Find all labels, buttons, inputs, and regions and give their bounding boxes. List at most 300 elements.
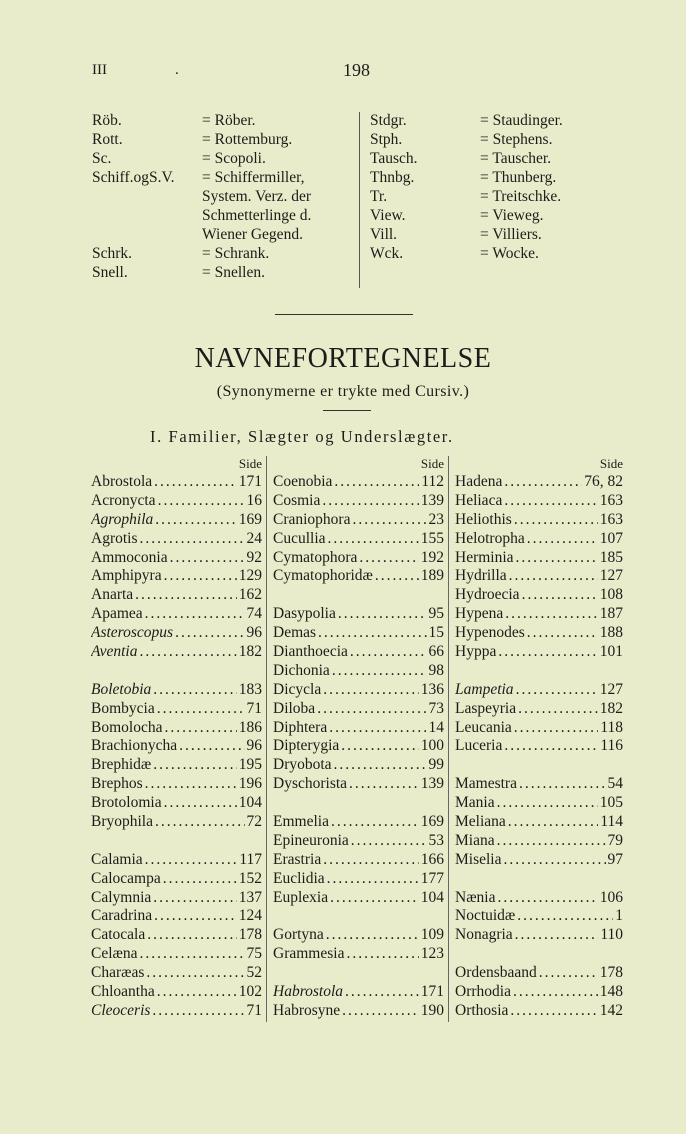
abbreviation: Rott. xyxy=(92,131,123,148)
entry-page: 166 xyxy=(420,850,444,868)
entry-name: Miselia xyxy=(455,850,502,868)
index-entry xyxy=(455,926,623,945)
leader-dots xyxy=(525,624,598,643)
leader-dots xyxy=(162,794,237,813)
entry-page: 96 xyxy=(246,624,262,642)
entry-page: 182 xyxy=(599,699,623,717)
entry-name: Craniophora xyxy=(273,510,351,528)
leader-dots xyxy=(325,870,419,889)
entry-page: 108 xyxy=(599,586,623,604)
leader-dots xyxy=(339,737,418,756)
entry-page: 76, 82 xyxy=(584,473,623,490)
leader-dots xyxy=(495,794,598,813)
entry-page: 107 xyxy=(599,529,623,547)
leader-dots xyxy=(455,662,621,681)
leader-dots xyxy=(321,681,419,700)
leader-dots xyxy=(151,681,236,700)
entry-name: Hyppa xyxy=(455,643,497,661)
index-column-2 xyxy=(273,455,444,1021)
entry-page: 75 xyxy=(246,945,262,963)
entry-name: Miana xyxy=(455,831,495,849)
entry-page: 23 xyxy=(428,510,444,528)
entry-page: 98 xyxy=(428,661,444,679)
index-entry xyxy=(91,926,262,945)
entry-name: Nonagria xyxy=(455,926,513,944)
index-entry xyxy=(273,737,444,756)
leader-dots xyxy=(143,775,237,794)
entry-page: 79 xyxy=(607,831,623,849)
entry-page: 185 xyxy=(599,548,623,566)
leader-dots xyxy=(336,605,427,624)
entry-name: Herminia xyxy=(455,548,514,566)
leader-dots xyxy=(153,511,236,530)
index-entry xyxy=(455,851,623,870)
entry-name: Erastria xyxy=(273,850,322,868)
abbreviation-meaning: = Tauscher. xyxy=(480,150,552,167)
leader-dots xyxy=(507,567,598,586)
abbreviation-row xyxy=(92,130,357,149)
abbreviation-row xyxy=(92,225,357,244)
index-entry xyxy=(455,870,623,889)
abbreviation-meaning: = Schrank. xyxy=(202,245,270,262)
entry-page: 169 xyxy=(420,813,444,831)
abbreviation-meaning: = Thunberg. xyxy=(480,169,557,186)
entry-name: Nænia xyxy=(455,888,496,906)
leader-dots xyxy=(520,586,598,605)
entry-name: Agrotis xyxy=(91,529,138,547)
entry-name: Heliothis xyxy=(455,510,512,528)
entry-page: 112 xyxy=(421,473,444,490)
entry-page: 142 xyxy=(599,1001,623,1019)
index-entry xyxy=(455,662,623,681)
index-entry xyxy=(273,605,444,624)
entry-page xyxy=(621,945,623,964)
leader-dots xyxy=(343,983,419,1002)
side-label: Side xyxy=(599,456,623,471)
entry-page: 109 xyxy=(420,926,444,944)
leader-dots xyxy=(332,473,419,492)
leader-dots xyxy=(357,549,418,568)
index-entry xyxy=(91,662,262,681)
side-label: Side xyxy=(238,456,262,471)
entry-page: 155 xyxy=(420,529,444,547)
abbreviation-row xyxy=(370,225,610,244)
entry-name: Bomolocha xyxy=(91,718,163,736)
leader-dots xyxy=(512,511,598,530)
index-entry xyxy=(273,851,444,870)
index-entry xyxy=(91,813,262,832)
index-entry xyxy=(273,964,444,983)
abbreviations-left xyxy=(92,111,357,282)
leader-dots xyxy=(91,832,260,851)
entry-name: Laspeyria xyxy=(455,699,517,717)
index-entry xyxy=(273,775,444,794)
index-entry xyxy=(273,870,444,889)
leader-dots xyxy=(495,832,606,851)
leader-dots xyxy=(512,719,599,738)
entry-name: Bryophila xyxy=(91,813,153,831)
index-entry xyxy=(455,681,623,700)
entry-name: Leucania xyxy=(455,718,512,736)
entry-page: 196 xyxy=(238,775,262,793)
entry-name: Brephidæ xyxy=(91,756,152,774)
entry-page: 73 xyxy=(428,699,444,717)
index-entry xyxy=(455,624,623,643)
leader-dots xyxy=(515,907,613,926)
abbreviation-row xyxy=(92,149,357,168)
entry-page: 15 xyxy=(428,624,444,642)
entry-page: 53 xyxy=(428,831,444,849)
leader-dots xyxy=(315,700,426,719)
entry-page: 100 xyxy=(420,737,444,755)
abbreviation-row xyxy=(370,244,610,263)
abbreviation xyxy=(92,206,202,225)
index-entry xyxy=(273,549,444,568)
abbreviation-meaning: = Schiffermiller, xyxy=(202,169,305,186)
entry-page: 189 xyxy=(420,567,444,585)
entry-name: Luceria xyxy=(455,737,503,755)
index-entry xyxy=(455,511,623,530)
entry-name: Diphtera xyxy=(273,718,328,736)
entry-name: Hypenodes xyxy=(455,624,525,642)
entry-name: Brotolomia xyxy=(91,794,162,812)
leader-dots xyxy=(344,945,418,964)
entry-page: 95 xyxy=(428,605,444,623)
leader-dots xyxy=(506,813,599,832)
index-entry xyxy=(91,1002,262,1021)
index-entry xyxy=(455,492,623,511)
leader-dots xyxy=(502,851,606,870)
leader-dots xyxy=(502,737,598,756)
leader-dots xyxy=(514,549,598,568)
index-entry xyxy=(273,492,444,511)
entry-name: Hydrilla xyxy=(455,567,507,585)
leader-dots xyxy=(133,586,237,605)
index-entry xyxy=(91,756,262,775)
leader-dots xyxy=(514,681,598,700)
entry-name: Brephos xyxy=(91,775,143,793)
leader-dots xyxy=(324,926,419,945)
index-entry xyxy=(91,567,262,586)
index-entry xyxy=(455,567,623,586)
index-entry xyxy=(455,775,623,794)
abbreviation: Stdgr. xyxy=(370,112,407,129)
entry-page: 66 xyxy=(428,643,444,661)
entry-page: 195 xyxy=(238,756,262,774)
entry-name: Calocampa xyxy=(91,869,161,887)
entry-page: 171 xyxy=(420,983,444,1001)
index-entry xyxy=(455,832,623,851)
abbreviation: Thnbg. xyxy=(370,169,415,186)
leader-dots xyxy=(143,851,238,870)
index-entry xyxy=(91,832,262,851)
entry-name: Mania xyxy=(455,794,495,812)
index-entry xyxy=(273,511,444,530)
entry-page xyxy=(621,756,623,775)
entry-name: Euplexia xyxy=(273,888,329,906)
entry-page: 178 xyxy=(599,964,623,982)
entry-page: 152 xyxy=(238,869,262,887)
entry-page: 1 xyxy=(615,907,623,925)
entry-name: Acronycta xyxy=(91,491,156,509)
entry-name: Dianthoecia xyxy=(273,643,348,661)
entry-page: 136 xyxy=(420,680,444,698)
leader-dots xyxy=(273,907,442,926)
abbreviations-right xyxy=(370,111,610,263)
entry-name: Charæas xyxy=(91,964,145,982)
leader-dots xyxy=(373,567,419,586)
abbreviation xyxy=(92,187,202,206)
entry-name: Helotropha xyxy=(455,529,525,547)
entry-name: Calamia xyxy=(91,850,143,868)
leader-dots xyxy=(495,889,597,908)
abbreviation-meaning: = Röber. xyxy=(202,112,256,129)
abbreviation-meaning: = Villiers. xyxy=(480,226,542,243)
index-entry xyxy=(91,586,262,605)
leader-dots xyxy=(517,775,606,794)
index-entry xyxy=(273,756,444,775)
leader-dots xyxy=(152,907,237,926)
abbreviation: Wck. xyxy=(370,245,404,262)
entry-page: 183 xyxy=(238,680,262,698)
side-label: Side xyxy=(420,456,444,471)
leader-dots xyxy=(349,832,427,851)
entry-name: Habrostola xyxy=(273,983,344,1001)
leader-dots xyxy=(155,983,237,1002)
index-entry xyxy=(273,945,444,964)
entry-page: 163 xyxy=(599,510,623,528)
leader-dots xyxy=(329,813,419,832)
leader-dots xyxy=(455,870,621,889)
abbreviation-row xyxy=(92,263,357,282)
leader-dots xyxy=(143,605,245,624)
entry-name: Aventia xyxy=(91,643,138,661)
title-rule xyxy=(323,410,371,411)
entry-page: 171 xyxy=(238,473,262,490)
entry-page xyxy=(442,794,444,813)
index-entry xyxy=(273,624,444,643)
index-entry xyxy=(273,719,444,738)
index-entry xyxy=(273,907,444,926)
index-entry xyxy=(91,945,262,964)
entry-name: Noctuidæ xyxy=(455,907,516,925)
index-entry xyxy=(455,983,623,1002)
index-entry xyxy=(455,549,623,568)
entry-page: 137 xyxy=(238,888,262,906)
entry-name: Gortyna xyxy=(273,926,324,944)
abbreviation-row xyxy=(370,168,610,187)
entry-name: Orthosia xyxy=(455,1001,509,1019)
abbreviation-meaning: Wiener Gegend. xyxy=(202,226,303,243)
leader-dots xyxy=(455,756,621,775)
index-entry xyxy=(455,643,623,662)
leader-dots xyxy=(173,624,244,643)
abbreviation-meaning: System. Verz. der xyxy=(202,188,312,205)
index-entry xyxy=(91,492,262,511)
leader-dots xyxy=(327,719,426,738)
entry-page: 187 xyxy=(599,605,623,623)
index-entry xyxy=(455,907,623,926)
index-entry xyxy=(91,511,262,530)
leader-dots xyxy=(537,964,598,983)
entry-page: 129 xyxy=(238,567,262,585)
leader-dots xyxy=(273,964,442,983)
leader-dots xyxy=(144,964,244,983)
index-entry xyxy=(91,624,262,643)
entry-page: 163 xyxy=(599,491,623,509)
abbreviation-meaning: Schmetterlinge d. xyxy=(202,207,312,224)
abbreviation-row xyxy=(370,130,610,149)
entry-page: 99 xyxy=(428,756,444,774)
index-entry xyxy=(91,473,262,492)
column-divider xyxy=(266,456,267,1022)
entry-page xyxy=(442,586,444,605)
entry-page: 188 xyxy=(599,624,623,642)
entry-page: 117 xyxy=(239,850,262,868)
abbreviation-row xyxy=(370,111,610,130)
index-entry xyxy=(273,926,444,945)
index-entry xyxy=(273,662,444,681)
entry-name: Orrhodia xyxy=(455,983,511,1001)
abbreviations-divider xyxy=(359,112,360,288)
index-entry xyxy=(273,643,444,662)
entry-name: Dicycla xyxy=(273,680,322,698)
leader-dots xyxy=(151,756,236,775)
index-title: NAVNEFORTEGNELSE xyxy=(194,343,492,374)
entry-page xyxy=(442,964,444,983)
entry-name: Habrosyne xyxy=(273,1001,341,1019)
entry-page: 92 xyxy=(246,548,262,566)
abbreviation-row xyxy=(92,244,357,263)
abbreviation-row xyxy=(92,206,357,225)
column-divider xyxy=(448,456,449,1022)
entry-page: 139 xyxy=(420,491,444,509)
leader-dots xyxy=(455,945,621,964)
page-header-left: III xyxy=(92,62,107,78)
index-entry xyxy=(91,530,262,549)
leader-dots xyxy=(91,662,260,681)
entry-page: 16 xyxy=(246,491,262,509)
leader-dots xyxy=(350,511,426,530)
entry-name: Hydroecia xyxy=(455,586,520,604)
leader-dots xyxy=(273,794,442,813)
abbreviation-row xyxy=(92,187,357,206)
entry-page: 190 xyxy=(420,1001,444,1019)
entry-page: 118 xyxy=(600,718,623,736)
abbreviation-meaning: = Rottemburg. xyxy=(202,131,293,148)
abbreviation: View. xyxy=(370,207,406,224)
leader-dots xyxy=(347,775,419,794)
abbreviation: Snell. xyxy=(92,264,128,281)
entry-name: Cleoceris xyxy=(91,1001,151,1019)
entry-name: Dasypolia xyxy=(273,605,336,623)
index-entry xyxy=(273,681,444,700)
index-entry xyxy=(455,889,623,908)
index-entry xyxy=(273,983,444,1002)
index-entry xyxy=(455,794,623,813)
entry-name: Demas xyxy=(273,624,317,642)
entry-page: 14 xyxy=(428,718,444,736)
entry-name: Meliana xyxy=(455,813,506,831)
index-entry xyxy=(91,700,262,719)
index-entry xyxy=(273,473,444,492)
leader-dots xyxy=(348,643,427,662)
leader-dots xyxy=(513,926,599,945)
leader-dots xyxy=(161,870,237,889)
leader-dots xyxy=(316,624,426,643)
entry-page: 72 xyxy=(246,813,262,831)
entry-page: 54 xyxy=(607,775,623,793)
section-rule xyxy=(275,314,413,315)
entry-name: Agrophila xyxy=(91,510,154,528)
entry-page: 123 xyxy=(420,945,444,963)
abbreviation-meaning: = Snellen. xyxy=(202,264,265,281)
entry-page xyxy=(621,662,623,681)
entry-name: Celæna xyxy=(91,945,138,963)
index-entry xyxy=(273,832,444,851)
entry-page: 192 xyxy=(420,548,444,566)
entry-page: 127 xyxy=(599,567,623,585)
entry-page: 97 xyxy=(607,850,623,868)
entry-page: 71 xyxy=(246,699,262,717)
abbreviation-meaning: = Staudinger. xyxy=(480,112,563,129)
entry-name: Cymatophoridæ xyxy=(273,567,373,585)
entry-name: Euclidia xyxy=(273,869,325,887)
entry-name: Grammesia xyxy=(273,945,345,963)
index-entry xyxy=(455,530,623,549)
section-heading: I. Familier, Slægter og Underslægter. xyxy=(150,427,454,446)
index-entry xyxy=(273,700,444,719)
leader-dots xyxy=(162,567,237,586)
entry-name: Asteroscopus xyxy=(91,624,174,642)
leader-dots xyxy=(145,926,237,945)
leader-dots xyxy=(273,586,442,605)
index-entry xyxy=(455,586,623,605)
entry-name: Abrostola xyxy=(91,473,153,490)
leader-dots xyxy=(496,643,597,662)
entry-name: Dichonia xyxy=(273,661,330,679)
entry-page: 177 xyxy=(420,869,444,887)
index-entry xyxy=(455,700,623,719)
abbreviation: Stph. xyxy=(370,131,403,148)
entry-name: Epineuronia xyxy=(273,831,349,849)
index-entry xyxy=(273,813,444,832)
leader-dots xyxy=(150,1002,244,1021)
leader-dots xyxy=(516,700,598,719)
leader-dots xyxy=(328,889,419,908)
leader-dots xyxy=(177,737,244,756)
entry-page: 110 xyxy=(600,926,623,944)
entry-page: 102 xyxy=(238,983,262,1001)
leader-dots xyxy=(156,492,245,511)
page-header-dot: . xyxy=(175,62,179,78)
index-entry xyxy=(455,473,623,492)
leader-dots xyxy=(330,662,427,681)
entry-name: Dyschorista xyxy=(273,775,348,793)
abbreviation-row xyxy=(92,111,357,130)
entry-name: Cucullia xyxy=(273,529,326,547)
entry-page: 74 xyxy=(246,605,262,623)
index-entry xyxy=(91,983,262,1002)
index-subtitle: (Synonymerne er trykte med Cursiv.) xyxy=(216,383,470,400)
abbreviation: Röb. xyxy=(92,112,122,129)
entry-page: 24 xyxy=(246,529,262,547)
entry-page: 127 xyxy=(599,680,623,698)
index-column-3 xyxy=(455,455,623,1021)
leader-dots xyxy=(162,719,236,738)
abbreviation: Sc. xyxy=(92,150,112,167)
abbreviation xyxy=(92,225,202,244)
